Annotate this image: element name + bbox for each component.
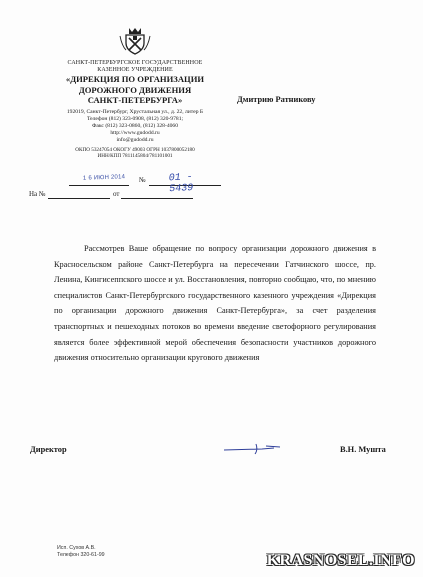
org-name-line: «ДИРЕКЦИЯ ПО ОРГАНИЗАЦИИ (65, 74, 205, 84)
date-stamp: 1 6 ИЮН 2014 (82, 174, 126, 182)
executor-name: Исп. Сухов А.В. (57, 545, 96, 551)
org-name-line: ДОРОЖНОГО ДВИЖЕНИЯ (78, 84, 192, 95)
number-stamp: 01 - 5439 (168, 172, 194, 196)
number-prefix: № (139, 176, 146, 184)
signatory-name: В.Н. Мушта (340, 445, 386, 454)
address-line: 192019, Санкт-Петербург, Хрустальная ул., д. 22, литер Б (66, 108, 204, 115)
reference-line (29, 190, 120, 198)
ot-label: от (113, 190, 120, 198)
phone-line: Телефон (812) 323-0908, (812) 320-9781; (86, 115, 184, 122)
registry-codes: ОКПО 53247054 ОКОГУ 49003 ОГРН 1037800052180 (75, 146, 195, 153)
letter-body: Рассмотрев Ваше обращение по вопросу организации дорожного движения в Красносельском районе Санкт-Петербурга на пересечении Гатчинского шоссе, пр. Ленина, Кингисеппского шоссе и ул. Восстановления, повторно сообщаю, что, по мнению специалистов Санкт-Петербургского государственного казенного учреждения «Дирекция по организации дорожного движения Санкт-Петербурга», за счет разделения транспортных и пешеходных потоков во времени введение светофорного регулирования является более эффективной мерой обеспечения безопасности участников дорожного движения относительно организации кругового движения (54, 244, 376, 363)
tax-codes: ИНН/КПП 7811145804/781101001 (97, 153, 173, 159)
org-name-line: САНКТ-ПЕТЕРБУРГА» (87, 95, 183, 105)
coat-of-arms-icon (118, 26, 152, 56)
executor-info (57, 545, 105, 558)
site-watermark: KRASNOSEL.INFO (266, 552, 415, 569)
org-type-line: КАЗЕННОЕ УЧРЕЖДЕНИЕ (97, 67, 173, 73)
na-label: На № (29, 190, 46, 198)
signatory-title: Директор (30, 445, 67, 454)
executor-phone: Телефон 320-61-99 (57, 551, 105, 558)
handwritten-signature (222, 440, 282, 456)
letterhead (50, 26, 220, 160)
email-link[interactable]: info@gudodd.ru (116, 136, 154, 143)
fax-line: Факс (812) 323-0860, (812) 328-4060 (91, 122, 179, 129)
addressee: Дмитрию Ратникову (237, 95, 316, 104)
website-link[interactable]: http://www.gudodd.ru (110, 129, 160, 136)
org-type-line: САНКТ-ПЕТЕРБУРГСКОЕ ГОСУДАРСТВЕННОЕ (67, 60, 203, 66)
